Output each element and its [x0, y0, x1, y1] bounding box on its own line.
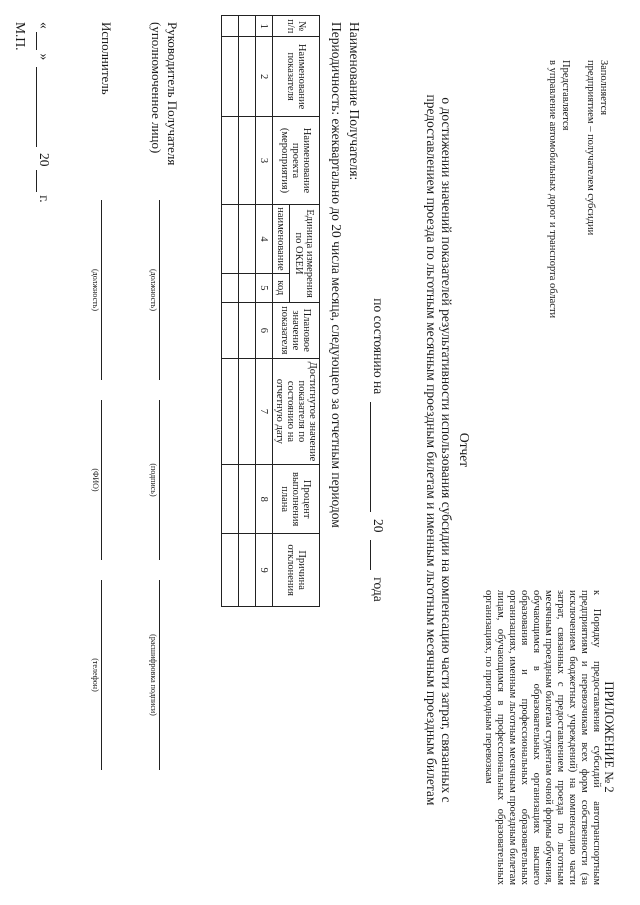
col-number: 2 — [256, 37, 273, 116]
col-number: 1 — [256, 16, 273, 37]
executor-name-caption: (ФИО) — [91, 468, 100, 492]
head-label-line-2: (уполномоченное лицо) — [149, 22, 164, 154]
day-blank-field[interactable] — [36, 32, 50, 50]
table-cell[interactable] — [222, 273, 239, 302]
table-cell[interactable] — [239, 534, 256, 607]
header-planned: Плановое значение показателя — [273, 302, 320, 358]
col-number: 6 — [256, 302, 273, 358]
table-cell[interactable] — [222, 116, 239, 205]
report-subtitle: о достижении значений показателей результативности использования субсидии на компенсацию части затрат, связанных с предоставлением проезда по льготным месячным проездным билетам и именным льготным месячным проездным билетам — [424, 94, 454, 806]
header-num: № п/п — [273, 16, 320, 37]
appendix-title: ПРИЛОЖЕНИЕ № 2 — [602, 681, 616, 793]
head-label — [148, 22, 180, 192]
table-cell[interactable] — [239, 302, 256, 358]
table-row — [239, 16, 256, 607]
table-cell[interactable] — [222, 37, 239, 116]
header-unit: Единица измерения по ОКЕИ — [289, 205, 319, 303]
head-decoding-caption: (расшифровка подписи) — [149, 634, 158, 716]
year-blank-field[interactable] — [370, 540, 385, 570]
date-year-prefix: 20 — [371, 519, 386, 533]
executor-name-field[interactable] — [91, 400, 118, 560]
head-label-line-1: Руководитель Получателя — [165, 22, 180, 166]
head-signature-field[interactable] — [149, 400, 176, 560]
periodicity-line: Периодичность: ежеквартально до 20 числа месяца, следующего за отчетным периодом — [329, 22, 344, 528]
col-number: 9 — [256, 534, 273, 607]
table-cell[interactable] — [239, 465, 256, 534]
table-cell[interactable] — [239, 358, 256, 464]
table-cell[interactable] — [222, 534, 239, 607]
col-number: 8 — [256, 465, 273, 534]
header-unit-name: наименование — [273, 205, 290, 273]
month-blank-field[interactable] — [36, 67, 50, 147]
header-unit-code: код — [273, 273, 290, 302]
table-number-row — [256, 16, 273, 607]
header-achieved: Достигнутое значение показателя по состоянию на отчетную дату — [273, 358, 320, 464]
head-position-field[interactable] — [149, 200, 176, 380]
footer-year-blank[interactable] — [36, 170, 50, 192]
footer-year-prefix: 20 — [37, 153, 52, 167]
col-number: 3 — [256, 116, 273, 205]
executor-phone-caption: (телефон) — [91, 658, 100, 692]
stamp-placeholder: М.П. — [13, 22, 28, 51]
col-number: 7 — [256, 358, 273, 464]
head-decoding-field[interactable] — [149, 580, 176, 770]
table-cell[interactable] — [239, 205, 256, 273]
table-cell[interactable] — [222, 465, 239, 534]
table-cell[interactable] — [222, 358, 239, 464]
date-blank-field[interactable] — [370, 402, 385, 512]
date-open-quote: « — [37, 22, 52, 29]
executor-label: Исполнитель — [99, 22, 114, 95]
head-signature-caption: (подпись) — [149, 463, 158, 497]
footer-year-suffix: г. — [37, 195, 52, 203]
executor-position-caption: (должность) — [91, 269, 100, 311]
submitted-label: Представляется — [560, 60, 571, 131]
date-year-suffix: года — [371, 577, 386, 602]
table-cell[interactable] — [222, 16, 239, 37]
report-date-line — [370, 60, 386, 840]
filled-value: предприятием – получателем субсидии — [585, 60, 596, 236]
date-prefix: по состоянию на — [371, 298, 386, 395]
report-title: Отчет — [457, 432, 472, 468]
executor-position-field[interactable] — [91, 200, 118, 380]
header-percent: Процент выполнения плана — [273, 465, 320, 534]
filled-label: Заполняется — [598, 60, 609, 116]
table-cell[interactable] — [239, 37, 256, 116]
head-position-caption: (должность) — [149, 269, 158, 311]
col-number: 4 — [256, 205, 273, 273]
header-left-block — [534, 60, 610, 360]
recipient-label: Наименование Получателя: — [347, 22, 362, 181]
table-cell[interactable] — [222, 302, 239, 358]
col-number: 5 — [256, 273, 273, 302]
submitted-value: в управление автомобильных дорог и транспорта области — [547, 60, 558, 319]
appendix-text: к Порядку предоставления субсидий автотранспортным предприятиям и перевозчикам всех форм собственности (за исключением бюджетных учреждений) на компенсацию части затрат, связанных с предоставлением проезда по льготным месячным проездным билетам студентам очной формы обучения, обучающимся в образовательных организациях высшего образования и профессиональных образовательных организациях, именным льготным месячным проездным билетам лицам, обучающимся в профессиональных образовательных организациях, по пригородным перевозкам — [483, 590, 602, 885]
table-cell[interactable] — [239, 273, 256, 302]
date-close-quote: » — [37, 53, 52, 61]
executor-phone-field[interactable] — [91, 580, 118, 770]
footer-date-line — [36, 22, 52, 203]
header-project: Наименование проекта (мероприятия) — [273, 116, 320, 205]
table-cell[interactable] — [222, 205, 239, 273]
header-indicator: Наименование показателя — [273, 37, 320, 116]
table-row — [222, 16, 239, 607]
report-table — [221, 15, 320, 607]
table-cell[interactable] — [239, 16, 256, 37]
header-reason: Причина отклонения — [273, 534, 320, 607]
table-cell[interactable] — [239, 116, 256, 205]
